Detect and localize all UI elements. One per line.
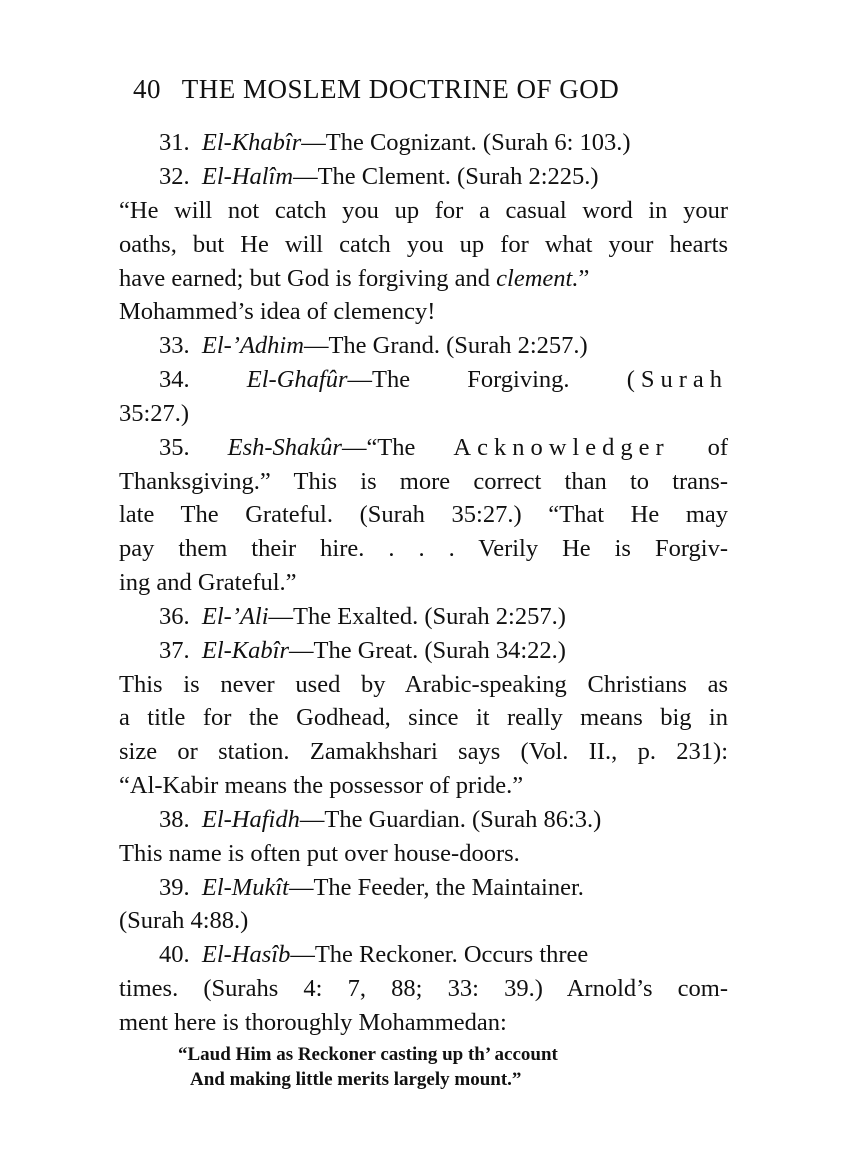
text-line: ing and Grateful.” — [119, 569, 297, 596]
spaced-word: Acknowledger — [453, 434, 670, 461]
divine-name: El-Mukît — [201, 874, 289, 901]
entry-gloss: —The Guardian. (Surah 86:3.) — [299, 806, 602, 833]
running-header — [133, 74, 619, 105]
text-line: (Surah 4:88.) — [119, 907, 249, 934]
divine-name: El-Halîm — [201, 163, 294, 190]
entry-number: 35. — [159, 434, 190, 461]
entry-36 — [159, 602, 728, 632]
text-line: Mohammed’s idea of clemency! — [119, 298, 436, 325]
text-line: “He will not catch you up for a casual word in your — [119, 197, 728, 224]
entry-number: 33. — [159, 332, 190, 359]
entry-33 — [159, 331, 728, 361]
entry-38 — [159, 805, 728, 835]
entry-gloss: —The Feeder, the Maintainer. — [288, 874, 584, 901]
text-span: have earned; but God is forgiving and — [119, 265, 497, 292]
text-line: 35:27.) — [119, 400, 190, 427]
entry-number: 40. — [159, 941, 190, 968]
entry-number: 37. — [159, 637, 190, 664]
text-line: This is never used by Arabic-speaking Christians as — [119, 671, 728, 698]
text-span: ” — [578, 265, 590, 292]
entry-gloss: —The Grand. (Surah 2:257.) — [303, 332, 588, 359]
divine-name: El-Khabîr — [201, 129, 302, 156]
entry-gloss: —The Reckoner. Occurs three — [290, 941, 589, 968]
entry-number: 39. — [159, 874, 190, 901]
divine-name: El-Hafidh — [201, 806, 300, 833]
text-line: “Al-Kabir means the possessor of pride.” — [119, 772, 524, 799]
text-line: ment here is thoroughly Mohammedan: — [119, 1009, 507, 1036]
divine-name: Esh-Shakûr — [227, 434, 342, 461]
text-line: oaths, but He will catch you up for what your hearts — [119, 231, 728, 258]
divine-name: El-Ghafûr — [246, 366, 348, 393]
entry-number: 31. — [159, 129, 190, 156]
divine-name: El-Hasîb — [201, 941, 291, 968]
entry-34 — [159, 365, 728, 395]
entry-number: 32. — [159, 163, 190, 190]
text-line: a title for the Godhead, since it really means big in — [119, 704, 728, 731]
entry-number: 38. — [159, 806, 190, 833]
entry-source: (Surah — [626, 366, 729, 393]
text-line: size or station. Zamakhshari says (Vol. II., p. 231): — [119, 738, 728, 765]
entry-39 — [159, 873, 728, 903]
emphasis: clement. — [496, 265, 579, 292]
entry-gloss: —“The — [341, 434, 416, 461]
entry-gloss: —The Clement. (Surah 2:225.) — [293, 163, 599, 190]
entry-number: 34. — [159, 366, 190, 393]
entry-gloss: —The Cognizant. (Surah 6: 103.) — [301, 129, 631, 156]
text-span: of — [707, 434, 729, 461]
text-line: This name is often put over house-doors. — [119, 840, 520, 867]
verse-line-1: “Laud Him as Reckoner casting up th’ account — [178, 1044, 558, 1065]
page-number: 40 — [133, 74, 161, 104]
entry-gloss: —The Forgiving. — [347, 366, 570, 393]
text-line: Thanksgiving.” This is more correct than to trans- — [119, 468, 728, 495]
entry-31 — [159, 128, 728, 158]
verse-line-2: And making little merits largely mount.” — [190, 1069, 522, 1090]
entry-35 — [159, 433, 728, 463]
entry-gloss: —The Exalted. (Surah 2:257.) — [268, 603, 566, 630]
text-line: late The Grateful. (Surah 35:27.) “That He may — [119, 501, 728, 528]
text-line: times. (Surahs 4: 7, 88; 33: 39.) Arnold’s com- — [119, 975, 728, 1002]
entry-40 — [159, 940, 728, 970]
running-title: THE MOSLEM DOCTRINE OF GOD — [181, 74, 620, 104]
divine-name: El-’Ali — [201, 603, 269, 630]
divine-name: El-’Adhim — [201, 332, 304, 359]
entry-number: 36. — [159, 603, 190, 630]
entry-37 — [159, 636, 728, 666]
text-line — [119, 264, 728, 294]
text-line: pay them their hire. . . . Verily He is Forgiv- — [119, 535, 728, 562]
entry-gloss: —The Great. (Surah 34:22.) — [289, 637, 566, 664]
divine-name: El-Kabîr — [201, 637, 289, 664]
entry-32 — [159, 162, 728, 192]
